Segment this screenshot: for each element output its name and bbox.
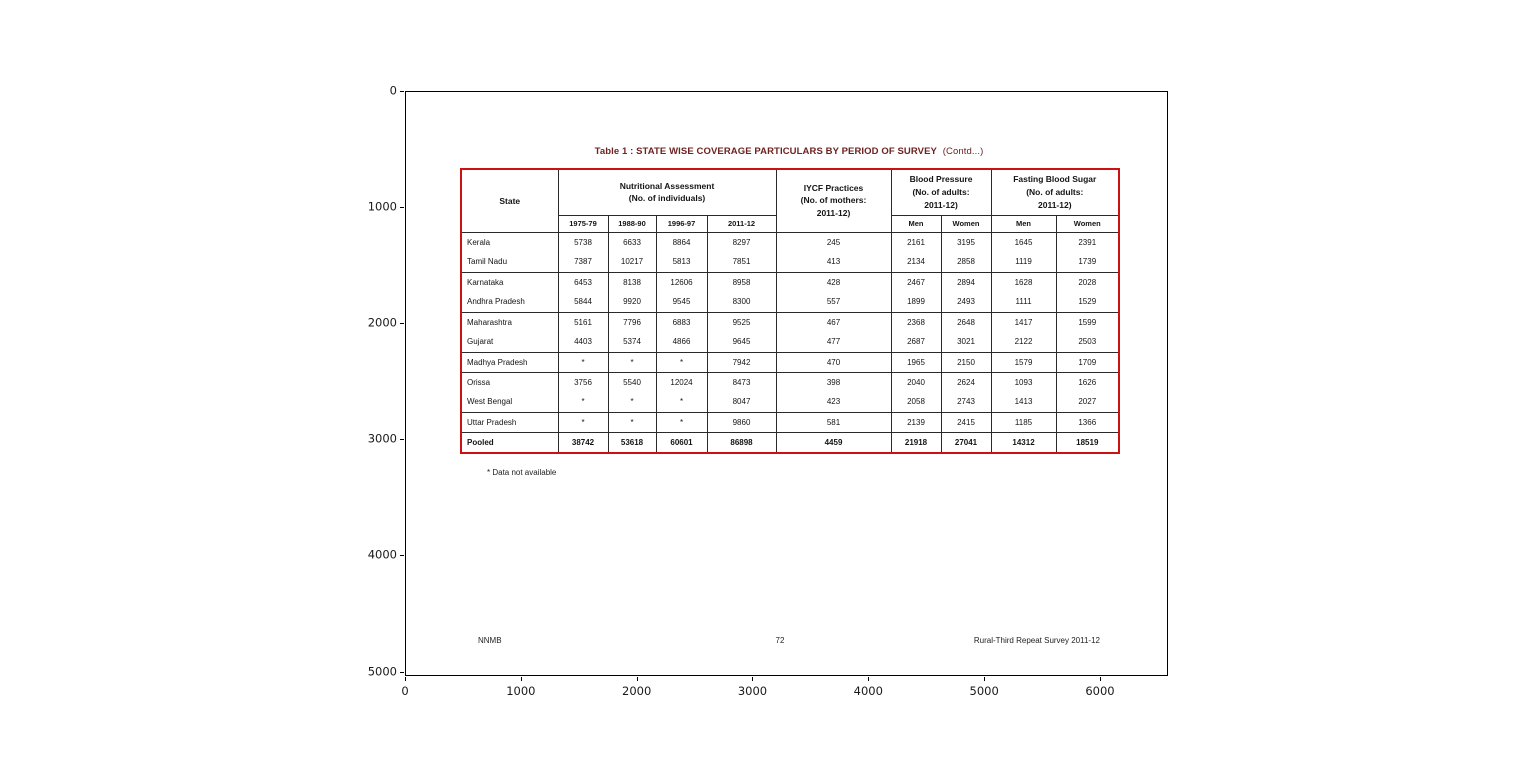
value-cell: * (608, 352, 656, 372)
value-cell: 12606 (656, 272, 707, 292)
table-row (461, 352, 1119, 372)
value-cell: 245 (776, 232, 891, 252)
value-cell: 8047 (707, 392, 776, 412)
x-tick-mark (521, 677, 522, 681)
value-cell: 5374 (608, 332, 656, 352)
value-cell: 21918 (891, 432, 941, 453)
bp-header-line2: (No. of adults: (912, 186, 970, 197)
value-cell: 2415 (941, 412, 991, 432)
x-tick-mark (984, 677, 985, 681)
bp-header-line1: Blood Pressure (909, 174, 973, 185)
value-cell: 9645 (707, 332, 776, 352)
value-cell: 7796 (608, 312, 656, 332)
value-cell: 428 (776, 272, 891, 292)
bp-women-col-header: Women (941, 215, 991, 232)
state-name-cell: Kerala (461, 232, 558, 252)
value-cell: 2648 (941, 312, 991, 332)
value-cell: 1739 (1056, 252, 1119, 272)
value-cell: 12024 (656, 372, 707, 392)
fbs-header-line1: Fasting Blood Sugar (1013, 174, 1097, 185)
value-cell: 18519 (1056, 432, 1119, 453)
x-tick-label: 2000 (622, 684, 652, 698)
table-row (461, 272, 1119, 292)
value-cell: 1965 (891, 352, 941, 372)
table-row (461, 392, 1119, 412)
value-cell: 1599 (1056, 312, 1119, 332)
y-tick-label: 4000 (367, 547, 397, 562)
state-name-cell: Uttar Pradesh (461, 412, 558, 432)
value-cell: 2894 (941, 272, 991, 292)
x-tick-label: 6000 (1085, 684, 1115, 698)
document-title-text: Table 1 : STATE WISE COVERAGE PARTICULARS BY PERIOD OF SURVEY (594, 146, 937, 157)
value-cell: 8864 (656, 232, 707, 252)
value-cell: 6453 (558, 272, 608, 292)
state-name-cell: Maharashtra (461, 312, 558, 332)
value-cell: 3021 (941, 332, 991, 352)
year-col-header-2011-12: 2011-12 (707, 215, 776, 232)
value-cell: 1366 (1056, 412, 1119, 432)
value-cell: 1185 (991, 412, 1056, 432)
value-cell: 2134 (891, 252, 941, 272)
value-cell: 1626 (1056, 372, 1119, 392)
value-cell: 14312 (991, 432, 1056, 453)
value-cell: 2122 (991, 332, 1056, 352)
value-cell: 2027 (1056, 392, 1119, 412)
value-cell: * (558, 352, 608, 372)
state-name-cell: Madhya Pradesh (461, 352, 558, 372)
value-cell: 8297 (707, 232, 776, 252)
value-cell: 1579 (991, 352, 1056, 372)
iycf-header-line2: (No. of mothers: (800, 195, 867, 206)
fbs-header-line3: 2011-12) (1037, 199, 1072, 210)
x-tick-mark (868, 677, 869, 681)
value-cell: 6883 (656, 312, 707, 332)
table-row (461, 312, 1119, 332)
x-tick-mark (637, 677, 638, 681)
value-cell: 1413 (991, 392, 1056, 412)
coverage-table (460, 168, 1120, 454)
value-cell: 9545 (656, 292, 707, 312)
value-cell: * (656, 412, 707, 432)
state-name-cell: Karnataka (461, 272, 558, 292)
value-cell: 7942 (707, 352, 776, 372)
footer-page-number: 72 (775, 636, 785, 645)
table-row (461, 432, 1119, 453)
value-cell: 2028 (1056, 272, 1119, 292)
x-tick-label: 4000 (853, 684, 883, 698)
value-cell: * (558, 392, 608, 412)
value-cell: 423 (776, 392, 891, 412)
value-cell: 5813 (656, 252, 707, 272)
table-header (461, 169, 1119, 232)
value-cell: 2161 (891, 232, 941, 252)
value-cell: 2139 (891, 412, 941, 432)
value-cell: 557 (776, 292, 891, 312)
x-tick-mark (752, 677, 753, 681)
value-cell: 8473 (707, 372, 776, 392)
value-cell: * (608, 412, 656, 432)
col-header-nutritional (558, 169, 776, 215)
fbs-women-col-header: Women (1056, 215, 1119, 232)
value-cell: 477 (776, 332, 891, 352)
value-cell: 1628 (991, 272, 1056, 292)
iycf-header-line3: 2011-12) (816, 208, 851, 219)
value-cell: 8300 (707, 292, 776, 312)
value-cell: 413 (776, 252, 891, 272)
value-cell: 38742 (558, 432, 608, 453)
value-cell: 2687 (891, 332, 941, 352)
value-cell: 5161 (558, 312, 608, 332)
value-cell: 1417 (991, 312, 1056, 332)
year-col-header-1975-79: 1975-79 (558, 215, 608, 232)
value-cell: 398 (776, 372, 891, 392)
x-tick-label: 0 (401, 684, 409, 698)
value-cell: 470 (776, 352, 891, 372)
state-name-cell: Orissa (461, 372, 558, 392)
value-cell: 2743 (941, 392, 991, 412)
value-cell: 7387 (558, 252, 608, 272)
document-title (460, 146, 1118, 157)
table-row (461, 372, 1119, 392)
value-cell: 7851 (707, 252, 776, 272)
bp-men-col-header: Men (891, 215, 941, 232)
value-cell: 4459 (776, 432, 891, 453)
value-cell: 9525 (707, 312, 776, 332)
value-cell: 2391 (1056, 232, 1119, 252)
value-cell: 4866 (656, 332, 707, 352)
col-header-iycf (776, 169, 891, 232)
value-cell: 2368 (891, 312, 941, 332)
value-cell: 3195 (941, 232, 991, 252)
footer-survey-name: Rural-Third Repeat Survey 2011-12 (973, 636, 1100, 645)
x-tick-label: 5000 (969, 684, 999, 698)
value-cell: 27041 (941, 432, 991, 453)
y-tick-mark (400, 555, 404, 556)
value-cell: 2058 (891, 392, 941, 412)
nutritional-header-line2: (No. of individuals) (628, 193, 706, 204)
value-cell: 2493 (941, 292, 991, 312)
value-cell: 1093 (991, 372, 1056, 392)
x-tick-label: 1000 (506, 684, 536, 698)
value-cell: 5540 (608, 372, 656, 392)
document-title-contd: (Contd...) (942, 146, 984, 157)
value-cell: 8138 (608, 272, 656, 292)
table-row (461, 292, 1119, 312)
table-body (461, 232, 1119, 453)
x-tick-label: 3000 (737, 684, 768, 698)
value-cell: 86898 (707, 432, 776, 453)
col-header-state: State (461, 169, 558, 232)
nutritional-header-line1: Nutritional Assessment (619, 180, 715, 191)
year-col-header-1996-97: 1996-97 (656, 215, 707, 232)
year-col-header-1988-90: 1988-90 (608, 215, 656, 232)
value-cell: 2150 (941, 352, 991, 372)
y-tick-label: 3000 (367, 431, 397, 446)
y-tick-mark (400, 323, 404, 324)
x-tick-mark (1100, 677, 1101, 681)
value-cell: 467 (776, 312, 891, 332)
value-cell: 1529 (1056, 292, 1119, 312)
footer-nnmb: NNMB (478, 636, 502, 645)
fbs-header-line2: (No. of adults: (1026, 186, 1084, 197)
y-tick-mark (400, 91, 404, 92)
value-cell: 2503 (1056, 332, 1119, 352)
value-cell: 2040 (891, 372, 941, 392)
value-cell: 1645 (991, 232, 1056, 252)
value-cell: 581 (776, 412, 891, 432)
y-tick-label: 0 (389, 83, 397, 98)
value-cell: 1111 (991, 292, 1056, 312)
value-cell: 2467 (891, 272, 941, 292)
value-cell: * (656, 352, 707, 372)
y-tick-mark (400, 439, 404, 440)
value-cell: 2624 (941, 372, 991, 392)
table-row (461, 332, 1119, 352)
col-header-blood-pressure (891, 169, 991, 215)
value-cell: 1899 (891, 292, 941, 312)
value-cell: 10217 (608, 252, 656, 272)
value-cell: 9860 (707, 412, 776, 432)
value-cell: 1709 (1056, 352, 1119, 372)
col-header-fasting-blood-sugar (991, 169, 1119, 215)
y-tick-label: 5000 (367, 663, 397, 678)
state-name-cell: Gujarat (461, 332, 558, 352)
state-name-cell: Andhra Pradesh (461, 292, 558, 312)
bp-header-line3: 2011-12) (924, 199, 958, 210)
value-cell: 53618 (608, 432, 656, 453)
y-tick-label: 1000 (367, 199, 397, 214)
x-tick-mark (405, 677, 406, 681)
y-tick-label: 2000 (367, 315, 397, 330)
state-name-cell: Pooled (461, 432, 558, 453)
y-tick-mark (400, 672, 404, 673)
value-cell: * (656, 392, 707, 412)
value-cell: 8958 (707, 272, 776, 292)
table-row (461, 232, 1119, 252)
value-cell: 5738 (558, 232, 608, 252)
value-cell: 9920 (608, 292, 656, 312)
table-header-row-1 (461, 169, 1119, 215)
table-row (461, 252, 1119, 272)
value-cell: 60601 (656, 432, 707, 453)
state-name-cell: Tamil Nadu (461, 252, 558, 272)
value-cell: * (558, 412, 608, 432)
value-cell: * (608, 392, 656, 412)
fbs-men-col-header: Men (991, 215, 1056, 232)
iycf-header-line1: IYCF Practices (803, 182, 864, 193)
state-name-cell: West Bengal (461, 392, 558, 412)
y-tick-mark (400, 207, 404, 208)
value-cell: 4403 (558, 332, 608, 352)
table-row (461, 412, 1119, 432)
value-cell: 3756 (558, 372, 608, 392)
value-cell: 6633 (608, 232, 656, 252)
value-cell: 2858 (941, 252, 991, 272)
value-cell: 5844 (558, 292, 608, 312)
data-not-available-footnote: * Data not available (487, 468, 557, 477)
value-cell: 1119 (991, 252, 1056, 272)
